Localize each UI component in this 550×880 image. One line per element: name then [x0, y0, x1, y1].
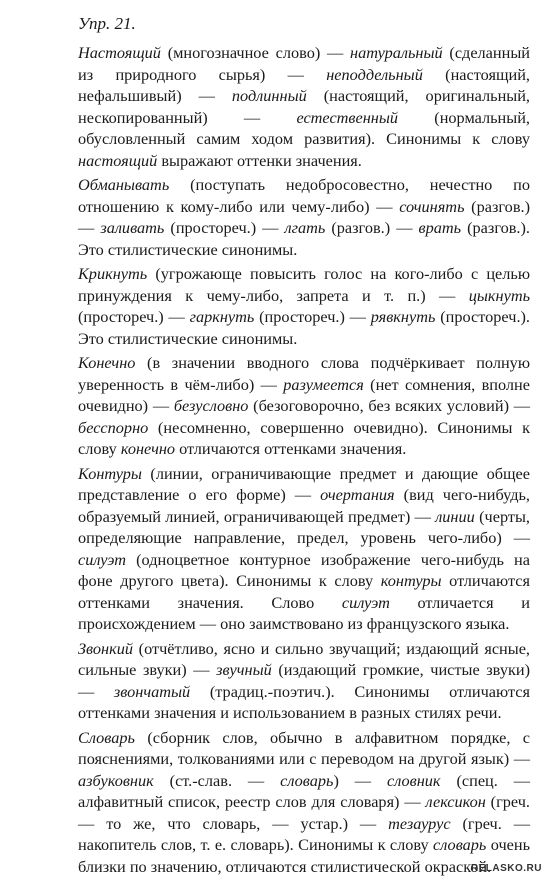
paragraph-text: (сделанный из природного сырья) —	[78, 43, 530, 84]
paragraph-text: (настоящий, оригинальный, нескопированный) —	[78, 86, 531, 127]
term-word: силуэт	[78, 549, 126, 569]
term-word: конечно	[120, 439, 176, 458]
paragraph-text: (простореч.). Это стилистические синонимы.	[78, 307, 531, 348]
paragraph-text: (простореч.) —	[254, 307, 371, 326]
paragraph	[78, 42, 530, 171]
paragraph-text: (нормальный, обусловленный самим ходом развития). Синонимы к слову	[78, 107, 530, 148]
paragraph-text: (отчётливо, ясно и сильно звучащий; издающий ясные, сильные звуки) —	[78, 638, 530, 679]
paragraph-text: выражают оттенки значения.	[157, 150, 362, 170]
paragraph	[78, 263, 530, 349]
paragraph-text: (в значении вводного слова подчёркивает полную уверенность в чём-либо) —	[78, 353, 530, 394]
paragraph-text: отличаются оттенками значения. Слово	[78, 571, 531, 612]
term-word: естественный	[296, 107, 399, 127]
paragraph-text: (угрожающе повысить голос на кого-либо с целью принуждения к чему-либо, запрета и т. п.) —	[78, 264, 530, 305]
term-word: сочинять	[399, 196, 465, 216]
term-word: звончатый	[113, 681, 191, 701]
term-word: тезаурус	[388, 813, 451, 833]
exercise-page	[78, 12, 530, 880]
paragraph-text: (издающий громкие, чистые звуки) —	[78, 660, 530, 701]
paragraph-text: очень близки по значению, отличаются стилистической окраской.	[78, 835, 530, 876]
paragraph-text: отличаются оттенками значения.	[175, 439, 407, 458]
paragraph-text: (греч. — накопитель слов, т. е. словарь). Синонимы к слову	[78, 813, 530, 854]
paragraph-text: (настоящий, нефальшивый) —	[78, 64, 530, 105]
term-word: лгать	[284, 218, 326, 237]
paragraph-text: (простореч.) —	[164, 218, 285, 237]
paragraph-text: ) —	[333, 770, 387, 790]
paragraph-text: (многозначное слово) —	[160, 43, 351, 62]
paragraph-text: (вид чего-нибудь, образуемый линией, ограничивающей предмет) —	[78, 485, 531, 526]
term-word: Контуры	[78, 463, 142, 483]
term-word: врать	[418, 218, 462, 237]
paragraph-text: (несомненно, совершенно очевидно). Синонимы к слову	[78, 417, 530, 458]
paragraph-text: (сборник слов, обычно в алфавитном порядке, с пояснениями, толкованиями или с переводом на другой язык) —	[78, 727, 530, 768]
term-word: силуэт	[341, 592, 390, 612]
paragraph-text: (разгов.) —	[78, 196, 530, 237]
term-word: Звонкий	[78, 638, 134, 658]
term-word: настоящий	[78, 150, 158, 170]
term-word: словарь	[280, 770, 334, 790]
term-word: натуральный	[350, 43, 443, 62]
paragraph-text: (черты, определяющие направление, предел, уровень чего-либо) —	[78, 506, 530, 547]
paragraph-text: (линии, ограничивающие предмет и дающие общее представление о его форме) —	[78, 463, 530, 504]
term-word: линии	[435, 506, 475, 526]
term-word: лексикон	[425, 792, 486, 811]
paragraph-text: (греч. — то же, что словарь, — устар.) —	[78, 792, 530, 833]
term-word: словник	[386, 770, 441, 790]
paragraph-text: (безоговорочно, без всяких условий) —	[248, 396, 531, 415]
paragraph	[78, 727, 530, 878]
term-word: звучный	[216, 660, 272, 679]
paragraph-text: (одноцветное контурное изображение чего-нибудь на фоне другого цвета). Синонимы к слову	[78, 549, 530, 590]
term-word: Словарь	[78, 727, 135, 747]
term-word: словарь	[433, 835, 487, 854]
paragraph-text: (традиц.-поэтич.). Синонимы отличаются оттенками значения и использованием в разных стилях речи.	[78, 681, 530, 722]
exercise-heading: Упр. 21.	[78, 14, 136, 33]
paragraph-text: отличается и происхождением — оно заимствовано из французского языка.	[78, 592, 530, 633]
term-word: разумеется	[283, 374, 364, 394]
paragraph-text: (разгов.). Это стилистические синонимы.	[78, 218, 530, 259]
watermark-logo: RELASKO.RU	[470, 863, 542, 874]
paragraph	[78, 463, 530, 635]
paragraph-text: (разгов.) —	[325, 218, 419, 237]
paragraph-text: (спец. — алфавитный список, реестр слов для словаря) —	[78, 770, 531, 811]
term-word: Обманывать	[78, 175, 170, 194]
term-word: очертания	[320, 485, 395, 504]
term-word: цыкнуть	[468, 285, 530, 305]
term-word: рявкнуть	[370, 307, 436, 326]
exercise-body	[78, 42, 530, 877]
term-word: подлинный	[231, 86, 307, 105]
term-word: Настоящий	[78, 43, 161, 62]
paragraph-text: (поступать недобросовестно, нечестно по отношению к кому-либо или чему-либо) —	[78, 175, 530, 216]
term-word: Конечно	[78, 353, 136, 372]
paragraph-text: (ст.-слав. —	[153, 770, 281, 790]
term-word: заливать	[100, 218, 165, 237]
term-word: бесспорно	[78, 417, 149, 437]
term-word: гаркнуть	[189, 307, 255, 326]
paragraph-text: (простореч.) —	[78, 307, 190, 326]
paragraph	[78, 638, 530, 724]
paragraph	[78, 352, 530, 460]
term-word: контуры	[380, 571, 442, 590]
term-word: Крикнуть	[78, 264, 148, 283]
term-word: безусловно	[173, 396, 249, 415]
term-word: неподдельный	[326, 64, 423, 84]
paragraph-text: (нет сомнения, вполне очевидно) —	[78, 374, 530, 415]
term-word: азбуковник	[78, 770, 154, 790]
paragraph	[78, 174, 530, 260]
